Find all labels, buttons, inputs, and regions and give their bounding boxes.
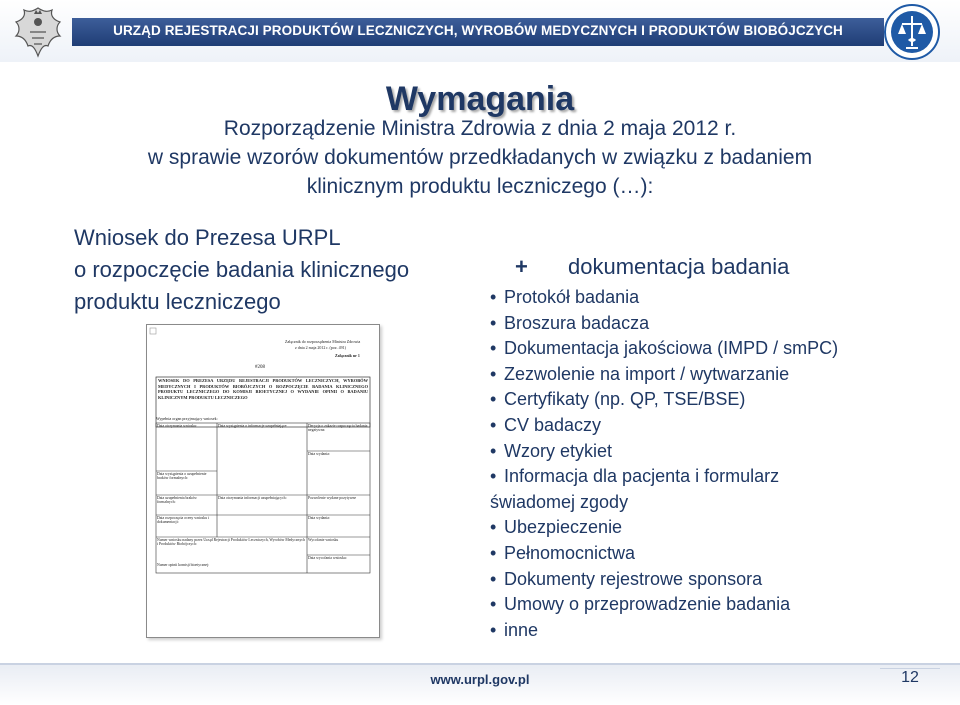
documents-list <box>490 285 838 643</box>
application-line-3: produktu leczniczego <box>74 289 281 314</box>
annex-number: Załącznik nr 1 <box>335 353 360 358</box>
header-band <box>72 18 884 46</box>
page-title: Wymagania <box>385 80 575 118</box>
footer-divider <box>0 663 960 665</box>
urpl-logo-icon <box>882 2 942 62</box>
list-item: • Protokół badania <box>490 287 640 307</box>
list-item: • Dokumentacja jakościowa (IMPD / smPC) <box>490 338 839 359</box>
form-thumbnail-drawing <box>147 325 379 637</box>
list-item: • Informacja dla pacjenta i formularz <box>490 466 780 487</box>
form-cell: Data otrzymania wniosku: <box>157 424 198 428</box>
list-item: • Ubezpieczenie <box>490 517 623 538</box>
page-number: 12 <box>880 668 940 691</box>
list-item: • Umowy o przeprowadzenie badania <box>490 594 791 615</box>
documentation-heading: dokumentacja badania <box>568 254 790 279</box>
polish-eagle-emblem-icon <box>8 2 68 62</box>
application-text <box>74 222 409 318</box>
form-cell: Data wydania: <box>308 452 331 456</box>
application-form-thumbnail <box>146 324 380 638</box>
form-cell: Data uzupełnienia braków formalnych: <box>157 496 197 505</box>
form-cell: Data otrzymania informacji uzupełniających: <box>218 496 287 500</box>
list-item: • Pełnomocnictwa <box>490 542 636 563</box>
list-item: • inne <box>490 619 539 640</box>
application-line-1: Wniosek do Prezesa URPL <box>74 225 341 250</box>
organization-title: URZĄD REJESTRACJI PRODUKTÓW LECZNICZYCH, WYROBÓW MEDYCZNYCH I PRODUKTÓW BIOBÓJCZYCH <box>113 23 843 38</box>
plus-sign: + <box>515 254 528 279</box>
form-cell: Numer wniosku nadany przez Urząd Rejestracji Produktów Leczniczych, Wyrobów Medycznych i Produktów Biobójczych: <box>157 538 305 547</box>
form-cell: Data rozpoczęcia oceny wniosku i dokumentacji: <box>157 516 210 525</box>
application-line-2: o rozpoczęcie badania klinicznego <box>74 257 410 282</box>
form-cell: Numer opinii komisji bioetycznej: <box>157 563 210 567</box>
form-cell: Pozwolenie wydane pozytywne <box>308 496 357 500</box>
list-item: • Broszura badacza <box>490 312 650 333</box>
list-item: • Dokumenty rejestrowe sponsora <box>490 568 763 589</box>
form-cell: Data wystąpienia o informacje uzupełniające: <box>218 424 288 428</box>
form-cell: Data wystąpienia o uzupełnienie braków formalnych: <box>157 472 207 481</box>
annex-line-1: Załącznik do rozporządzenia Ministra Zdrowia <box>285 339 361 344</box>
subtitle-line-2: w sprawie wzorów dokumentów przedkładanych w związku z badaniem <box>147 146 813 169</box>
form-cell: Data wydania: <box>308 516 331 520</box>
annex-line-2: z dnia 2 maja 2012 r. (poz. 491) <box>295 345 346 350</box>
fill-note: Wypełnia organ przyjmujący wniosek: <box>156 416 218 421</box>
list-item: • Zezwolenie na import / wytwarzanie <box>490 363 790 384</box>
header-bar <box>0 0 960 62</box>
list-item: • Wzory etykiet <box>490 440 613 461</box>
form-cell: Data wycofania wniosku: <box>308 556 347 560</box>
form-title: WNIOSEK DO PREZESA URZĘDU REJESTRACJI PRODUKTÓW LECZNICZYCH, WYROBÓW MEDYCZNYCH I PRODUKTÓW BIOBÓJCZYCH O ROZPOCZĘCIE BADANIA KLINICZNEGO PRODUKTU LECZNICZEGO DO KOMISJI BIOETYCZNEJ O WYDANIE OPINII O BADANIU KLINICZNYM PRODUKTU LECZNICZEGO <box>158 378 368 400</box>
list-item-continuation: świadomej zgody <box>490 491 629 512</box>
list-item: • CV badaczy <box>490 414 602 435</box>
form-cell: Wycofanie wniosku <box>308 538 339 542</box>
subtitle-line-1: Rozporządzenie Ministra Zdrowia z dnia 2 maja 2012 r. <box>223 117 737 140</box>
footer-url-link[interactable]: www.urpl.gov.pl <box>430 672 530 687</box>
subtitle-line-3: klinicznym produktu leczniczego (…): <box>306 175 654 198</box>
form-cell: Decyzja o zakazie rozpoczęcia badania negatywna <box>308 424 368 433</box>
corner-mark <box>150 328 156 334</box>
list-item: • Certyfikaty (np. QP, TSE/BSE) <box>490 389 746 410</box>
form-code: #208 <box>255 365 265 370</box>
